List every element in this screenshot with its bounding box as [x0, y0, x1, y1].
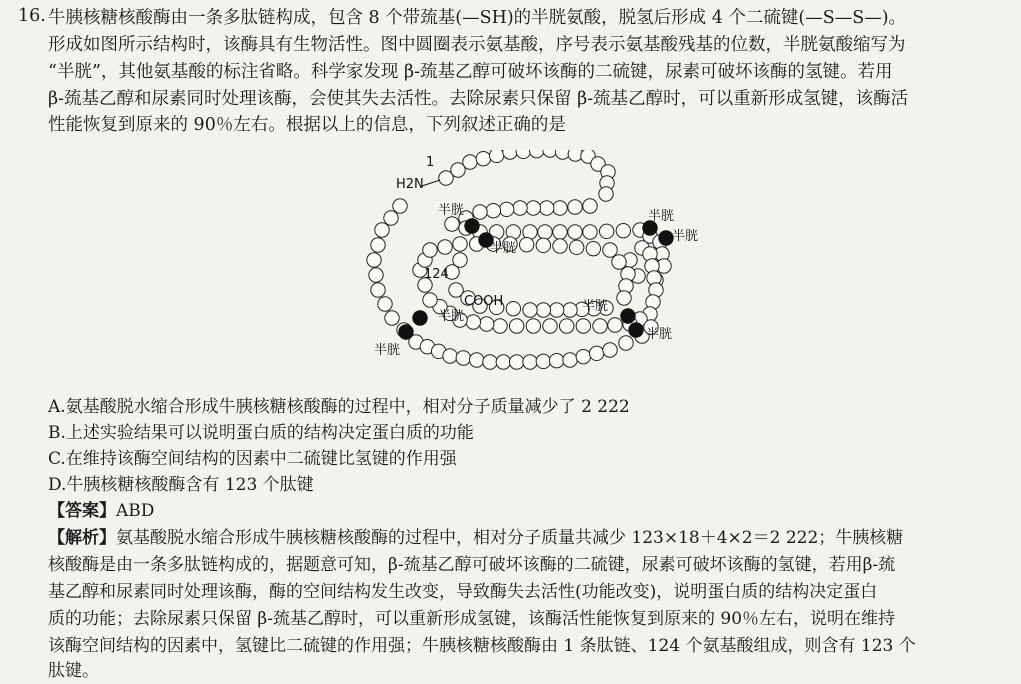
- amino-acid-bead: [385, 311, 399, 325]
- amino-terminus-label: H2N: [396, 177, 424, 192]
- cys-label-7: 半胱: [438, 309, 465, 324]
- question-line-5: 性能恢复到原来的 90％左右。根据以上的信息，下列叙述正确的是: [48, 115, 566, 135]
- analysis-line-4: 质的功能；去除尿素只保留 β-巯基乙醇时，可以重新形成氢键，该酶活性能恢复到原来的 90％左右，说明在维持: [48, 609, 896, 629]
- amino-acid-bead: [603, 243, 617, 257]
- amino-acid-bead: [583, 199, 597, 213]
- amino-acid-bead: [393, 199, 407, 213]
- amino-acid-bead: [536, 303, 550, 317]
- amino-acid-bead: [513, 201, 527, 215]
- amino-acid-bead: [563, 353, 577, 367]
- amino-acid-bead: [378, 297, 392, 311]
- amino-acid-bead: [576, 319, 590, 333]
- cys-label-6: 半胱: [646, 327, 673, 342]
- end-residue-number: 124: [424, 267, 449, 282]
- amino-acid-bead: [539, 201, 553, 215]
- amino-acid-bead: [449, 283, 463, 297]
- cys-label-1: 半胱: [438, 203, 465, 218]
- analysis-line-1: [48, 523, 903, 548]
- amino-acid-bead: [509, 319, 523, 333]
- cysteine-bead: [465, 219, 479, 233]
- terminus-bond-line: [422, 180, 440, 186]
- question-line-1: 牛胰核糖核酸酶由一条多肽链构成，包含 8 个带巯基(—SH)的半胱氨酸，脱氢后形成 4 个二硫键(—S—S—)。: [48, 8, 907, 28]
- amino-acid-bead: [438, 240, 452, 254]
- amino-acid-bead: [456, 351, 470, 365]
- amino-acid-bead: [608, 318, 622, 332]
- amino-acid-bead: [529, 150, 543, 158]
- amino-acid-bead: [526, 201, 540, 215]
- amino-acid-bead: [617, 291, 631, 305]
- amino-acid-bead: [453, 253, 467, 267]
- amino-acid-bead: [503, 150, 517, 159]
- amino-acid-bead: [563, 303, 577, 317]
- amino-acid-bead: [371, 283, 385, 297]
- amino-acid-bead: [599, 224, 613, 238]
- amino-acid-bead: [479, 317, 493, 331]
- amino-acid-bead: [489, 150, 503, 163]
- amino-acid-bead: [367, 253, 381, 267]
- amino-acid-bead: [569, 240, 583, 254]
- amino-acid-bead: [423, 293, 437, 307]
- option-b: B.上述实验结果可以说明蛋白质的结构决定蛋白质的功能: [48, 423, 474, 443]
- amino-acid-bead: [619, 336, 633, 350]
- cys-label-2: 半胱: [490, 241, 517, 256]
- amino-acid-bead: [589, 346, 603, 360]
- analysis-line-5: 该酶空间结构的因素中，氢键比二硫键的作用强；牛胰核糖核酸酶由 1 条肽链、124 个氨基酸组成，则含有 123 个: [48, 636, 916, 656]
- option-d: D.牛胰核糖核酸酶含有 123 个肽键: [48, 475, 314, 495]
- option-a: A.氨基酸脱水缩合形成牛胰核糖核酸酶的过程中，相对分子质量减少了 2 222: [48, 397, 630, 417]
- amino-acid-bead: [375, 223, 389, 237]
- amino-acid-bead: [486, 203, 500, 217]
- amino-acid-bead: [463, 155, 477, 169]
- amino-acid-bead: [476, 151, 490, 165]
- amino-acid-bead: [586, 241, 600, 255]
- cysteine-bead: [413, 311, 427, 325]
- cysteine-bead: [621, 309, 635, 323]
- cys-label-4: 半胱: [672, 229, 699, 244]
- carboxyl-terminus-label: COOH: [464, 294, 504, 309]
- amino-acid-bead: [523, 355, 537, 369]
- amino-acid-bead: [536, 354, 550, 368]
- cys-label-3: 半胱: [648, 209, 675, 224]
- amino-acid-bead: [559, 319, 573, 333]
- amino-acid-bead: [549, 353, 563, 367]
- amino-acid-bead: [371, 238, 385, 252]
- amino-acid-bead: [549, 303, 563, 317]
- amino-acid-bead: [599, 187, 613, 201]
- amino-acid-bead: [516, 150, 530, 159]
- question-line-3: “半胱”，其他氨基酸的标注省略。科学家发现 β-巯基乙醇可破坏该酶的二硫键，尿素可破坏该酶的氢键。若用: [48, 62, 893, 82]
- amino-acid-bead: [496, 355, 510, 369]
- amino-acid-bead: [543, 319, 557, 333]
- start-residue-number: 1: [426, 155, 435, 170]
- amino-acid-bead: [369, 268, 383, 282]
- amino-acid-bead: [469, 353, 483, 367]
- amino-acid-bead: [483, 355, 497, 369]
- question-line-2: 形成如图所示结构时，该酶具有生物活性。图中圆圈表示氨基酸，序号表示氨基酸残基的位数，半胱氨酸缩写为: [48, 35, 906, 55]
- amino-acid-bead: [523, 225, 537, 239]
- analysis-line-2: 核酸酶是由一条多肽链构成的，据题意可知，β-巯基乙醇可破坏该酶的二硫键，尿素可破坏该酶的氢键，若用β-巯: [48, 555, 896, 575]
- option-c: C.在维持该酶空间结构的因素中二硫键比氢键的作用强: [48, 449, 457, 469]
- amino-acid-bead: [593, 319, 607, 333]
- amino-acid-bead: [603, 343, 617, 357]
- amino-acid-bead: [443, 349, 457, 363]
- analysis-line-6: 肽键。: [48, 661, 99, 681]
- amino-acid-bead: [536, 238, 550, 252]
- question-number: 16.: [18, 6, 46, 26]
- cysteine-bead: [629, 323, 643, 337]
- cysteine-bead: [399, 325, 413, 339]
- analysis-text-1: 氨基酸脱水缩合形成牛胰核糖核酸酶的过程中，相对分子质量共减少 123×18＋4×2＝2 222；牛胰核糖: [116, 528, 904, 548]
- amino-acid-bead: [576, 349, 590, 363]
- amino-acid-bead: [473, 205, 487, 219]
- cys-label-8: 半胱: [374, 343, 401, 358]
- amino-acid-bead: [519, 237, 533, 251]
- amino-acid-bead: [423, 243, 437, 257]
- amino-acid-bead: [509, 355, 523, 369]
- amino-acid-bead: [493, 319, 507, 333]
- amino-acid-bead: [568, 225, 582, 239]
- ribonuclease-structure-diagram: [360, 150, 720, 390]
- amino-acid-bead: [499, 202, 513, 216]
- amino-acid-bead: [384, 211, 398, 225]
- analysis-line-3: 基乙醇和尿素同时处理该酶，酶的空间结构发生改变，导致酶失去活性(功能改变)，说明蛋白质的结构决定蛋白: [48, 582, 878, 602]
- amino-acid-bead: [453, 237, 467, 251]
- amino-acid-bead: [553, 225, 567, 239]
- question-line-4: β-巯基乙醇和尿素同时处理该酶，会使其失去活性。去除尿素只保留 β-巯基乙醇时，可以重新形成氢键，该酶活: [48, 89, 909, 109]
- amino-acid-bead: [506, 301, 520, 315]
- answer-value: ABD: [116, 501, 155, 521]
- amino-acid-bead: [553, 239, 567, 253]
- amino-acid-bead: [612, 255, 626, 269]
- cys-label-5: 半胱: [582, 299, 609, 314]
- analysis-label: 【解析】: [48, 528, 116, 548]
- amino-acid-bead: [616, 223, 630, 237]
- amino-acid-bead: [526, 319, 540, 333]
- amino-acid-bead: [553, 201, 567, 215]
- answer-line: [48, 496, 154, 521]
- amino-acid-bead: [538, 225, 552, 239]
- amino-acid-bead: [568, 200, 582, 214]
- amino-acid-bead: [583, 225, 597, 239]
- amino-acid-bead: [445, 217, 459, 231]
- amino-acid-bead: [523, 303, 537, 317]
- answer-label: 【答案】: [48, 501, 116, 521]
- amino-acid-bead: [466, 315, 480, 329]
